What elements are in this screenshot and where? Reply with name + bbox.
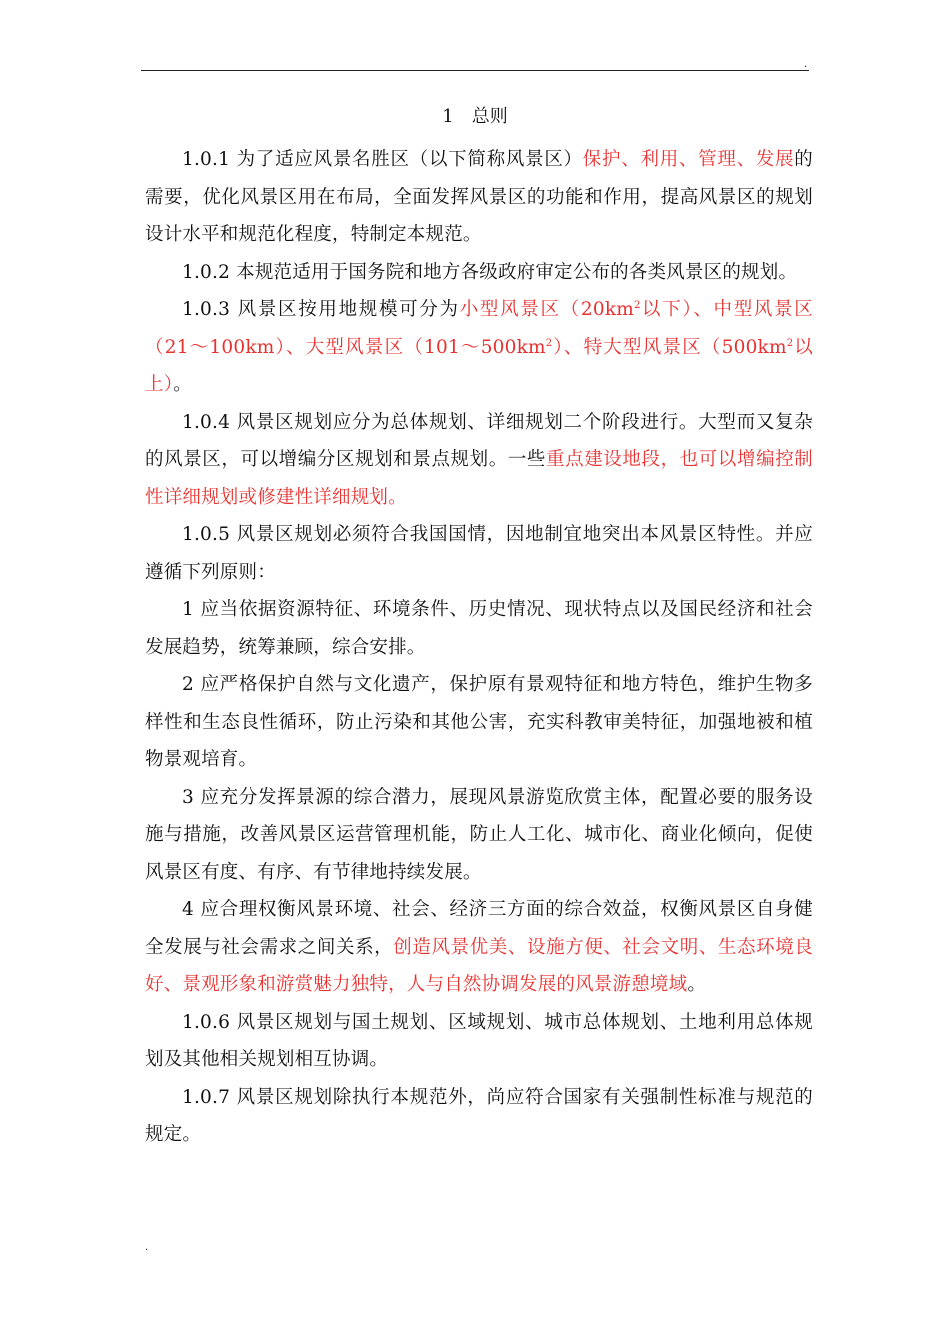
paragraph-text: 1.0.1 为了适应风景名胜区（以下简称风景区） [182, 149, 583, 170]
highlighted-text: 小型风景区（20km [459, 299, 634, 320]
paragraph-1.0.4 [145, 404, 813, 517]
paragraph-1.0.3 [145, 291, 813, 404]
paragraph-item-1 [145, 591, 813, 666]
superscript: 2 [545, 337, 553, 349]
footer-mark: . [145, 1242, 149, 1253]
highlighted-text: 创造风景优美、设施方便、社会文明、生态环境良好、景观形象和游赏魅力独特，人与自然协调发展的风景游憩境域 [145, 936, 813, 995]
header-mark: . [804, 59, 808, 70]
superscript: 2 [786, 337, 794, 349]
paragraph-item-3 [145, 779, 813, 892]
paragraph-text: 的需要，优化风景区用在布局，全面发挥风景区的功能和作用，提高风景区的规划设计水平和规范化程度，特制定本规范。 [145, 149, 813, 245]
paragraph-text: 1.0.4 风景区规划应分为总体规划、详细规划二个阶段进行。大型而又复杂的风景区，可以增编分区规划和景点规划。一些 [145, 411, 813, 470]
paragraph-text: 1 应当依据资源特征、环境条件、历史情况、现状特点以及国民经济和社会发展趋势，统筹兼顾，综合安排。 [145, 599, 813, 658]
paragraph-text: 。 [173, 374, 192, 395]
highlighted-text: 重点建设地段，也可以增编控制性详细规划或修建性详细规划。 [145, 449, 813, 508]
paragraph-1.0.2 [145, 254, 813, 292]
paragraph-text: 1.0.7 风景区规划除执行本规范外，尚应符合国家有关强制性标准与规范的规定。 [145, 1086, 813, 1145]
paragraph-item-2 [145, 666, 813, 779]
highlighted-text: 以下）、中型风景区（21～100km）、大型风景区（101～500km [145, 299, 813, 358]
paragraph-text: 3 应充分发挥景源的综合潜力，展现风景游览欣赏主体，配置必要的服务设施与措施，改善风景区运营管理机能，防止人工化、城市化、商业化倾向，促使风景区有度、有序、有节律地持续发展。 [145, 786, 813, 883]
document-body [145, 141, 813, 1154]
highlighted-text: 以上） [145, 336, 813, 395]
header-rule [141, 70, 809, 71]
paragraph-item-4 [145, 891, 813, 1004]
paragraph-text: 1.0.5 风景区规划必须符合我国国情，因地制宜地突出本风景区特性。并应遵循下列原则： [145, 524, 813, 583]
paragraph-text: 4 应合理权衡风景环境、社会、经济三方面的综合效益，权衡风景区自身健全发展与社会需求之间关系， [145, 899, 813, 958]
highlighted-text: ）、特大型风景区（500km [552, 336, 787, 358]
highlighted-text: 保护、利用、管理、发展 [582, 149, 795, 170]
paragraph-1.0.7 [145, 1079, 813, 1154]
section-title: 1 总则 [442, 106, 508, 127]
paragraph-1.0.1 [145, 141, 813, 254]
paragraph-text: 1.0.2 本规范适用于国务院和地方各级政府审定公布的各类风景区的规划。 [182, 261, 798, 283]
paragraph-text: 1.0.6 风景区规划与国土规划、区域规划、城市总体规划、土地利用总体规划及其他相关规划相互协调。 [145, 1011, 813, 1070]
paragraph-1.0.5 [145, 516, 813, 591]
paragraph-1.0.6 [145, 1004, 813, 1079]
paragraph-text: 。 [687, 974, 707, 995]
paragraph-text: 1.0.3 风景区按用地规模可分为 [182, 299, 460, 320]
superscript: 2 [633, 299, 641, 311]
paragraph-text: 2 应严格保护自然与文化遗产，保护原有景观特征和地方特色，维护生物多样性和生态良性循环，防止污染和其他公害，充实科教审美特征，加强地被和植物景观培育。 [145, 674, 813, 770]
